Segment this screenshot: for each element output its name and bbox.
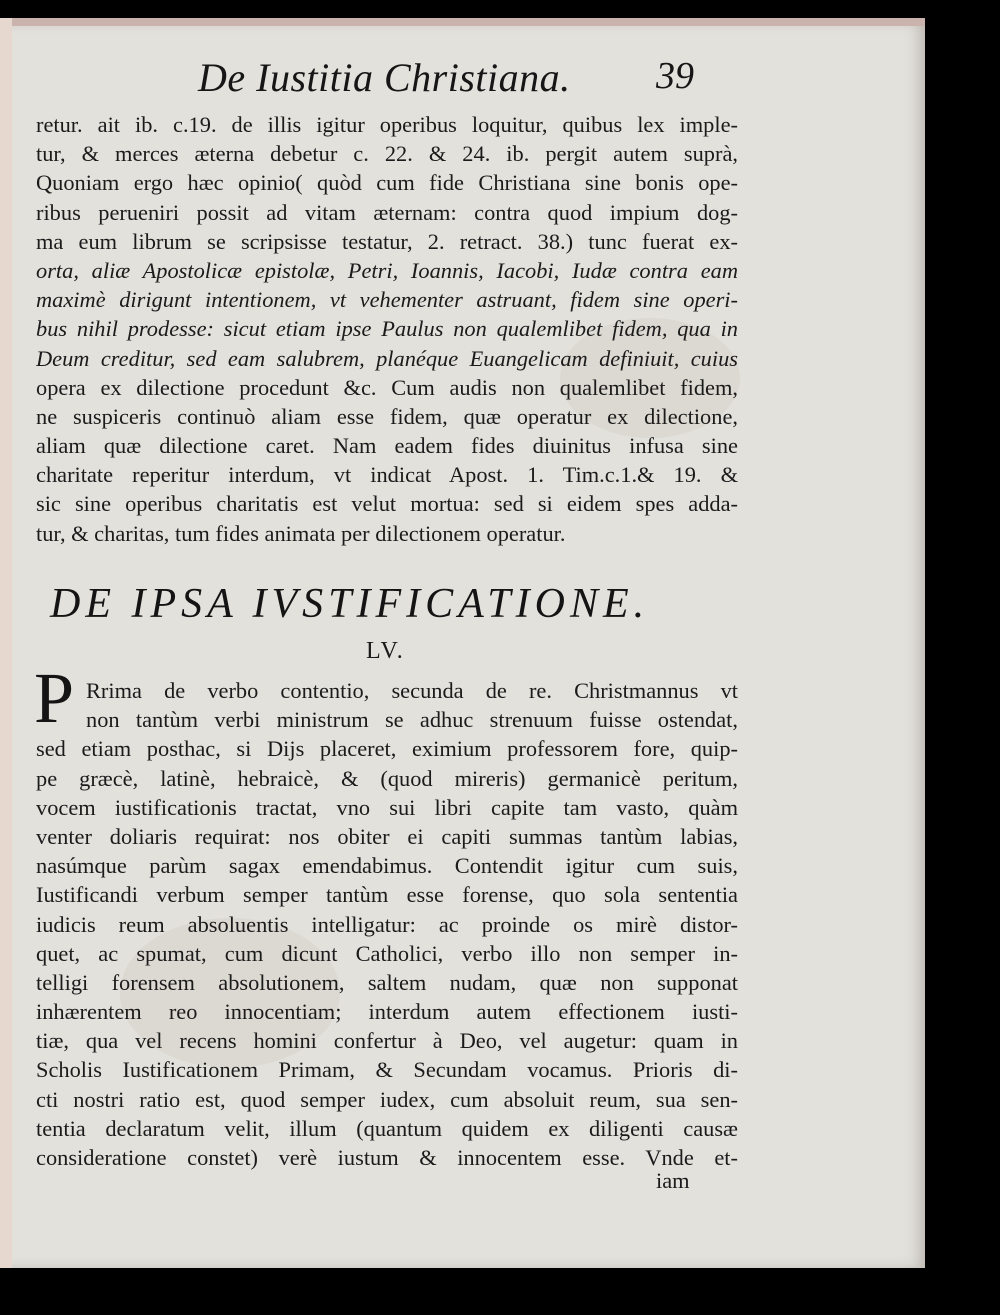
paragraph-body xyxy=(36,676,738,1172)
page-left-edge xyxy=(0,18,12,1268)
text-line: Iustificandi verbum semper tantùm esse forense, quo sola sententia xyxy=(36,882,738,908)
text-line: orta, aliæ Apostolicæ epistolæ, Petri, Ioannis, Iacobi, Iudæ contra eam xyxy=(36,257,738,283)
page-number: 39 xyxy=(656,55,694,97)
book-page xyxy=(0,18,925,1268)
text-line: ne suspiceris continuò aliam esse fidem, quæ operatur ex dilectione, xyxy=(36,403,738,429)
text-line: retur. ait ib. c.19. de illis igitur operibus loquitur, quibus lex imple- xyxy=(36,112,738,137)
text-line: nasúmque parùm sagax emendabimus. Contendit igitur cum suis, xyxy=(36,853,738,879)
text-line: ma eum librum se scripsisse testatur, 2. retract. 38.) tunc fuerat ex- xyxy=(36,228,738,254)
text-line: cti nostri ratio est, quod semper iudex, cum absoluit reum, sua sen- xyxy=(36,1086,738,1112)
page-header xyxy=(0,54,925,116)
running-head: De Iustitia Christiana. xyxy=(198,55,571,100)
catchword: iam xyxy=(656,1168,690,1193)
text-line: Rrima de verbo contentio, secunda de re. Christmannus vt xyxy=(86,678,738,703)
text-line: charitate reperitur interdum, vt indicat Apost. 1. Tim.c.1.& 19. & xyxy=(36,462,738,488)
text-line: consideratione constet) verè iustum & innocentem esse. Vnde et- xyxy=(36,1145,738,1170)
drop-cap: P xyxy=(34,658,75,738)
text-line: vocem iustificationis tractat, vno sui libri capite tam vasto, quàm xyxy=(36,794,738,820)
text-line: Deum creditur, sed eam salubrem, planéque Euangelicam definiuit, cuius xyxy=(36,345,738,371)
text-line: non tantùm verbi ministrum se adhuc strenuum fuisse ostendat, xyxy=(86,707,738,733)
text-line: tur, & charitas, tum fides animata per dilectionem operatur. xyxy=(36,520,566,546)
paragraph-continuation xyxy=(36,110,738,548)
section-number: LV. xyxy=(366,638,405,664)
text-line: inhærentem reo innocentiam; interdum autem effectionem iusti- xyxy=(36,999,738,1025)
text-line: iudicis reum absoluentis intelligatur: ac proinde os mirè distor- xyxy=(36,911,738,937)
text-line: Quoniam ergo hæc opinio( quòd cum fide Christiana sine bonis ope- xyxy=(36,170,738,196)
text-line: sic sine operibus charitatis est velut mortua: sed si eidem spes adda- xyxy=(36,491,738,517)
section-title: DE IPSA IVSTIFICATIONE. xyxy=(50,581,650,627)
page-top-edge xyxy=(0,18,925,26)
text-line: tentia declaratum velit, illum (quantum quidem ex diligenti causæ xyxy=(36,1115,738,1141)
text-line: venter doliaris requirat: nos obiter ei capiti summas tantùm labias, xyxy=(36,823,738,849)
text-line: ribus perueniri possit ad vitam æternam: contra quod impium dog- xyxy=(36,199,738,225)
text-line: bus nihil prodesse: sicut etiam ipse Paulus non qualemlibet fidem, qua in xyxy=(36,316,738,342)
text-line: pe græcè, latinè, hebraicè, & (quod mireris) germanicè peritum, xyxy=(36,765,738,791)
text-line: opera ex dilectione procedunt &c. Cum audis non qualemlibet fidem, xyxy=(36,374,738,400)
text-line: tur, & merces æterna debetur c. 22. & 24. ib. pergit autem suprà, xyxy=(36,141,738,167)
text-line: maximè dirigunt intentionem, vt vehementer astruant, fidem sine operi- xyxy=(36,287,738,313)
text-line: Scholis Iustificationem Primam, & Secundam vocamus. Prioris di- xyxy=(36,1057,738,1083)
text-line: quet, ac spumat, cum dicunt Catholici, verbo illo non semper in- xyxy=(36,940,738,966)
text-line: sed etiam posthac, si Dijs placeret, eximium professorem fore, quip- xyxy=(36,736,738,762)
text-line: telligi forensem absolutionem, saltem nudam, quæ non supponat xyxy=(36,969,738,995)
text-line: aliam quæ dilectione caret. Nam eadem fides diuinitus infusa sine xyxy=(36,433,738,459)
text-line: tiæ, qua vel recens homini confertur à Deo, vel augetur: quam in xyxy=(36,1028,738,1054)
